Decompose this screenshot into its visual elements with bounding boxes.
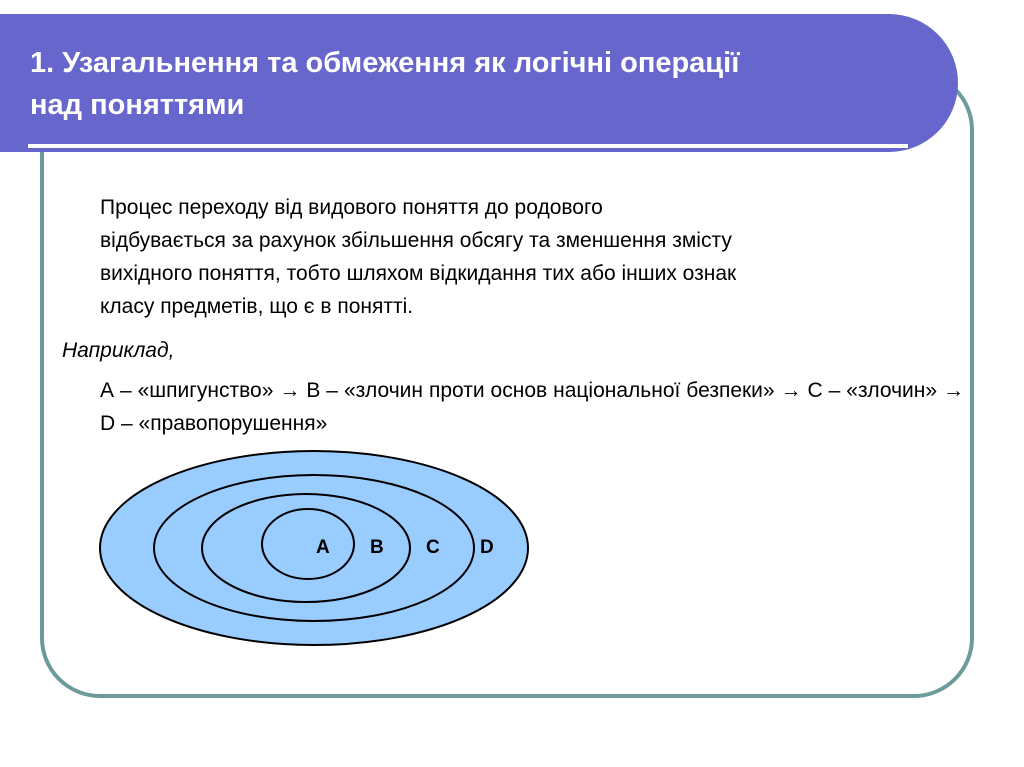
- nested-sets-diagram: [96, 448, 536, 648]
- title-bar: [0, 14, 958, 152]
- definition-line-1: Процес переходу від видового поняття до родового: [100, 196, 603, 219]
- set-d-ellipse: [100, 451, 528, 645]
- definition-line-2: відбувається за рахунок збільшення обсягу та зменшення змісту: [100, 229, 732, 252]
- slide-title-line-1: 1. Узагальнення та обмеження як логічні операції: [30, 47, 740, 79]
- title-underline: [28, 144, 908, 148]
- set-d-label: D: [480, 537, 494, 558]
- example-label: Наприклад,: [62, 339, 175, 362]
- set-a-label: А: [316, 537, 330, 558]
- definition-line-3: вихідного поняття, тобто шляхом відкидання тих або інших ознак: [100, 262, 737, 285]
- definition-line-4: класу предметів, що є в понятті.: [100, 295, 414, 318]
- slide-title-line-2: над поняттями: [30, 89, 245, 121]
- slide-title: [30, 42, 910, 126]
- example-chain: А – «шпигунство» → В – «злочин проти основ національної безпеки» → С – «злочин» → D – «правопорушення»: [100, 379, 964, 435]
- set-b-label: В: [370, 537, 384, 558]
- definition-paragraph: [100, 191, 970, 323]
- set-c-label: С: [426, 537, 440, 558]
